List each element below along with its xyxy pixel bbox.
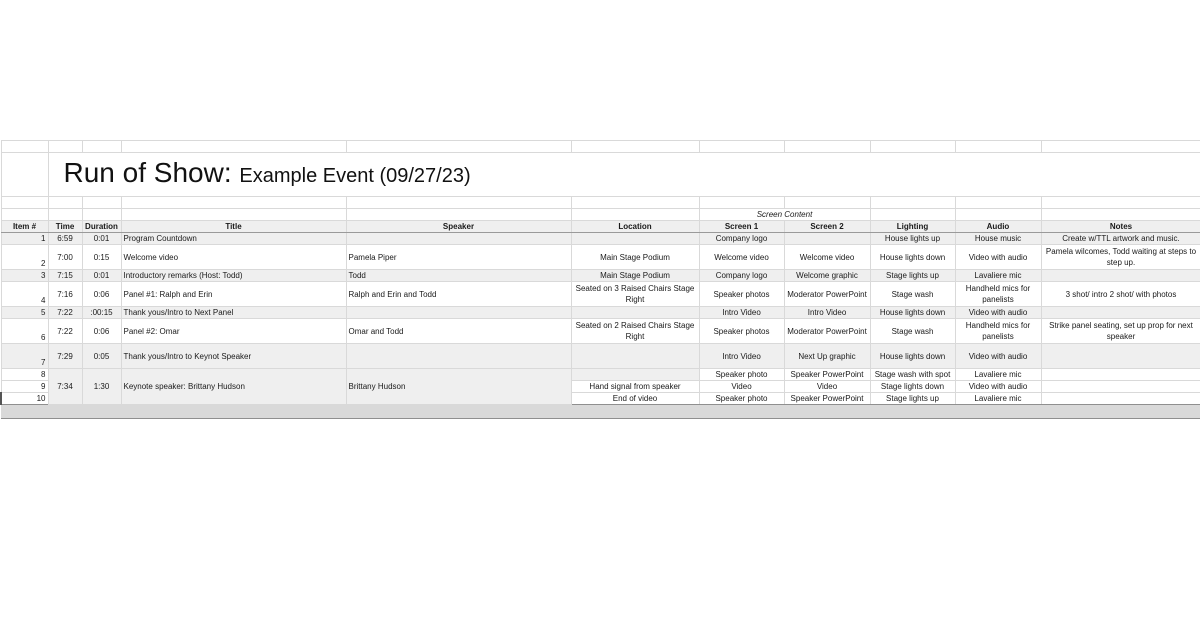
screen2-cell[interactable]: Intro Video xyxy=(784,307,870,319)
location-cell[interactable]: Main Stage Podium xyxy=(571,270,699,282)
item-number-cell[interactable]: 6 xyxy=(1,319,48,344)
title-cell[interactable]: Keynote speaker: Brittany Hudson xyxy=(121,369,346,405)
cell[interactable] xyxy=(699,197,784,209)
title-cell[interactable]: Thank yous/Intro to Keynot Speaker xyxy=(121,344,346,369)
cell[interactable] xyxy=(1041,197,1200,209)
lighting-cell[interactable]: House lights up xyxy=(870,233,955,245)
table-row xyxy=(1,307,1200,319)
audio-cell[interactable]: Handheld mics for panelists xyxy=(955,319,1041,344)
audio-cell[interactable]: Video with audio xyxy=(955,307,1041,319)
screen2-cell[interactable]: Video xyxy=(784,381,870,393)
speaker-cell[interactable] xyxy=(346,344,571,369)
lighting-cell[interactable]: Stage lights down xyxy=(870,381,955,393)
cell[interactable] xyxy=(346,197,571,209)
item-number-cell[interactable]: 3 xyxy=(1,270,48,282)
time-cell[interactable]: 7:29 xyxy=(48,344,82,369)
table-row xyxy=(1,270,1200,282)
sheet-subtitle: Example Event (09/27/23) xyxy=(239,165,471,187)
screen2-cell[interactable]: Welcome graphic xyxy=(784,270,870,282)
cell[interactable] xyxy=(121,209,346,221)
title-cell[interactable]: Introductory remarks (Host: Todd) xyxy=(121,270,346,282)
column-header-time[interactable]: Time xyxy=(48,221,82,233)
cell[interactable] xyxy=(784,405,870,419)
notes-cell[interactable]: 3 shot/ intro 2 shot/ with photos xyxy=(1041,282,1200,307)
duration-cell[interactable]: 0:05 xyxy=(82,344,121,369)
cell[interactable] xyxy=(1,153,48,197)
sheet-title: Run of Show: xyxy=(63,157,232,188)
cell[interactable] xyxy=(48,405,82,419)
item-number-cell[interactable]: 8 xyxy=(1,369,48,381)
lighting-cell[interactable]: Stage lights up xyxy=(870,270,955,282)
item-number-cell[interactable]: 5 xyxy=(1,307,48,319)
spreadsheet xyxy=(0,140,1200,419)
time-cell[interactable]: 7:34 xyxy=(48,369,82,405)
table-row xyxy=(1,282,1200,307)
location-cell[interactable]: Hand signal from speaker xyxy=(571,381,699,393)
cell[interactable] xyxy=(699,141,784,153)
cell[interactable] xyxy=(870,209,955,221)
cell[interactable] xyxy=(82,141,121,153)
lighting-cell[interactable]: House lights down xyxy=(870,307,955,319)
location-cell[interactable]: Seated on 2 Raised Chairs Stage Right xyxy=(571,319,699,344)
screen1-cell[interactable]: Speaker photo xyxy=(699,393,784,405)
cell[interactable] xyxy=(1,209,48,221)
notes-cell[interactable] xyxy=(1041,344,1200,369)
audio-cell[interactable]: Video with audio xyxy=(955,381,1041,393)
cell[interactable] xyxy=(955,197,1041,209)
screen1-cell[interactable]: Welcome video xyxy=(699,245,784,270)
speaker-cell[interactable]: Pamela Piper xyxy=(346,245,571,270)
cell[interactable] xyxy=(571,405,699,419)
screen2-cell[interactable]: Next Up graphic xyxy=(784,344,870,369)
title-cell[interactable]: Panel #2: Omar xyxy=(121,319,346,344)
cell[interactable] xyxy=(870,197,955,209)
title-cell[interactable]: Welcome video xyxy=(121,245,346,270)
cell[interactable] xyxy=(48,209,82,221)
column-header-lighting[interactable]: Lighting xyxy=(870,221,955,233)
cell[interactable] xyxy=(870,141,955,153)
screen2-cell[interactable]: Moderator PowerPoint xyxy=(784,282,870,307)
screen1-cell[interactable]: Speaker photos xyxy=(699,319,784,344)
cell[interactable] xyxy=(1,141,48,153)
lighting-cell[interactable]: House lights down xyxy=(870,344,955,369)
table-row xyxy=(1,233,1200,245)
location-cell[interactable]: Seated on 3 Raised Chairs Stage Right xyxy=(571,282,699,307)
duration-cell[interactable]: 0:01 xyxy=(82,233,121,245)
screen-content-label[interactable]: Screen Content xyxy=(699,209,870,221)
title-cell[interactable]: Program Countdown xyxy=(121,233,346,245)
screen1-cell[interactable]: Video xyxy=(699,381,784,393)
audio-cell[interactable]: House music xyxy=(955,233,1041,245)
duration-cell[interactable]: 0:06 xyxy=(82,282,121,307)
empty-row xyxy=(1,141,1200,153)
location-cell[interactable]: End of video xyxy=(571,393,699,405)
item-number-cell[interactable]: 7 xyxy=(1,344,48,369)
screen1-cell[interactable]: Intro Video xyxy=(699,307,784,319)
speaker-cell[interactable]: Todd xyxy=(346,270,571,282)
title-cell[interactable]: Thank yous/Intro to Next Panel xyxy=(121,307,346,319)
location-cell[interactable]: Main Stage Podium xyxy=(571,245,699,270)
table-row xyxy=(1,344,1200,369)
lighting-cell[interactable]: Stage wash xyxy=(870,319,955,344)
cell[interactable] xyxy=(346,209,571,221)
column-header-item[interactable]: Item # xyxy=(1,221,48,233)
notes-cell[interactable] xyxy=(1041,369,1200,381)
screen-content-row xyxy=(1,209,1200,221)
audio-cell[interactable]: Lavaliere mic xyxy=(955,393,1041,405)
notes-cell[interactable] xyxy=(1041,307,1200,319)
item-number-cell[interactable]: 9 xyxy=(1,381,48,393)
column-header-screen1[interactable]: Screen 1 xyxy=(699,221,784,233)
cell[interactable] xyxy=(121,197,346,209)
time-cell[interactable]: 7:22 xyxy=(48,319,82,344)
screen1-cell[interactable]: Intro Video xyxy=(699,344,784,369)
table-row xyxy=(1,319,1200,344)
cell[interactable] xyxy=(48,141,82,153)
cell[interactable] xyxy=(571,197,699,209)
duration-cell[interactable]: 1:30 xyxy=(82,369,121,405)
time-cell[interactable]: 7:16 xyxy=(48,282,82,307)
title-row xyxy=(1,153,1200,197)
notes-cell[interactable]: Strike panel seating, set up prop for next speaker xyxy=(1041,319,1200,344)
cell[interactable] xyxy=(82,197,121,209)
title-cell[interactable]: Panel #1: Ralph and Erin xyxy=(121,282,346,307)
item-number-cell[interactable]: 1 xyxy=(1,233,48,245)
cell[interactable] xyxy=(121,141,346,153)
audio-cell[interactable]: Video with audio xyxy=(955,245,1041,270)
location-cell[interactable] xyxy=(571,369,699,381)
speaker-cell[interactable] xyxy=(346,233,571,245)
speaker-cell[interactable]: Omar and Todd xyxy=(346,319,571,344)
run-of-show-table xyxy=(0,140,1200,419)
cell[interactable] xyxy=(1041,209,1200,221)
cell[interactable] xyxy=(82,209,121,221)
item-number-cell[interactable]: 2 xyxy=(1,245,48,270)
duration-cell[interactable]: 0:01 xyxy=(82,270,121,282)
screen1-cell[interactable]: Company logo xyxy=(699,233,784,245)
screen2-cell[interactable] xyxy=(784,233,870,245)
column-header-audio[interactable]: Audio xyxy=(955,221,1041,233)
lighting-cell[interactable]: Stage lights up xyxy=(870,393,955,405)
item-number-cell[interactable]: 4 xyxy=(1,282,48,307)
cell[interactable] xyxy=(955,141,1041,153)
cell[interactable] xyxy=(346,141,571,153)
empty-row xyxy=(1,197,1200,209)
duration-cell[interactable]: 0:15 xyxy=(82,245,121,270)
audio-cell[interactable]: Video with audio xyxy=(955,344,1041,369)
column-header-title[interactable]: Title xyxy=(121,221,346,233)
column-header-speaker[interactable]: Speaker xyxy=(346,221,571,233)
speaker-cell[interactable]: Brittany Hudson xyxy=(346,369,571,405)
cell[interactable] xyxy=(571,141,699,153)
time-cell[interactable]: 7:15 xyxy=(48,270,82,282)
cell[interactable] xyxy=(699,405,784,419)
cell[interactable] xyxy=(784,197,870,209)
cell[interactable] xyxy=(955,405,1041,419)
audio-cell[interactable]: Lavaliere mic xyxy=(955,270,1041,282)
screen1-cell[interactable]: Speaker photos xyxy=(699,282,784,307)
location-cell[interactable] xyxy=(571,307,699,319)
cell[interactable] xyxy=(48,197,82,209)
cell[interactable] xyxy=(870,405,955,419)
screen1-cell[interactable]: Company logo xyxy=(699,270,784,282)
cell[interactable] xyxy=(1041,141,1200,153)
lighting-cell[interactable]: Stage wash xyxy=(870,282,955,307)
screen2-cell[interactable]: Speaker PowerPoint xyxy=(784,369,870,381)
notes-cell[interactable]: Pamela wilcomes, Todd waiting at steps to step up. xyxy=(1041,245,1200,270)
cell[interactable] xyxy=(1,197,48,209)
time-cell[interactable]: 6:59 xyxy=(48,233,82,245)
speaker-cell[interactable] xyxy=(346,307,571,319)
cell[interactable] xyxy=(1,405,48,419)
screen2-cell[interactable]: Welcome video xyxy=(784,245,870,270)
audio-cell[interactable]: Handheld mics for panelists xyxy=(955,282,1041,307)
lighting-cell[interactable]: Stage wash with spot xyxy=(870,369,955,381)
speaker-cell[interactable]: Ralph and Erin and Todd xyxy=(346,282,571,307)
table-row xyxy=(1,245,1200,270)
cell[interactable] xyxy=(571,209,699,221)
column-header-location[interactable]: Location xyxy=(571,221,699,233)
footer-row xyxy=(1,405,1200,419)
location-cell[interactable] xyxy=(571,344,699,369)
column-header-screen2[interactable]: Screen 2 xyxy=(784,221,870,233)
column-header-notes[interactable]: Notes xyxy=(1041,221,1200,233)
notes-cell[interactable] xyxy=(1041,270,1200,282)
screen2-cell[interactable]: Speaker PowerPoint xyxy=(784,393,870,405)
location-cell[interactable] xyxy=(571,233,699,245)
cell[interactable] xyxy=(121,405,346,419)
notes-cell[interactable] xyxy=(1041,393,1200,405)
duration-cell[interactable]: 0:06 xyxy=(82,319,121,344)
screen2-cell[interactable]: Moderator PowerPoint xyxy=(784,319,870,344)
time-cell[interactable]: 7:22 xyxy=(48,307,82,319)
notes-cell[interactable]: Create w/TTL artwork and music. xyxy=(1041,233,1200,245)
duration-cell[interactable]: :00:15 xyxy=(82,307,121,319)
cell[interactable] xyxy=(1041,405,1200,419)
cell[interactable] xyxy=(784,141,870,153)
table-row xyxy=(1,369,1200,381)
sheet-title-cell[interactable] xyxy=(48,153,1200,197)
item-number-cell[interactable]: 10 xyxy=(1,393,48,405)
cell[interactable] xyxy=(82,405,121,419)
lighting-cell[interactable]: House lights down xyxy=(870,245,955,270)
cell[interactable] xyxy=(346,405,571,419)
screen1-cell[interactable]: Speaker photo xyxy=(699,369,784,381)
column-header-duration[interactable]: Duration xyxy=(82,221,121,233)
audio-cell[interactable]: Lavaliere mic xyxy=(955,369,1041,381)
time-cell[interactable]: 7:00 xyxy=(48,245,82,270)
cell[interactable] xyxy=(955,209,1041,221)
header-row xyxy=(1,221,1200,233)
notes-cell[interactable] xyxy=(1041,381,1200,393)
